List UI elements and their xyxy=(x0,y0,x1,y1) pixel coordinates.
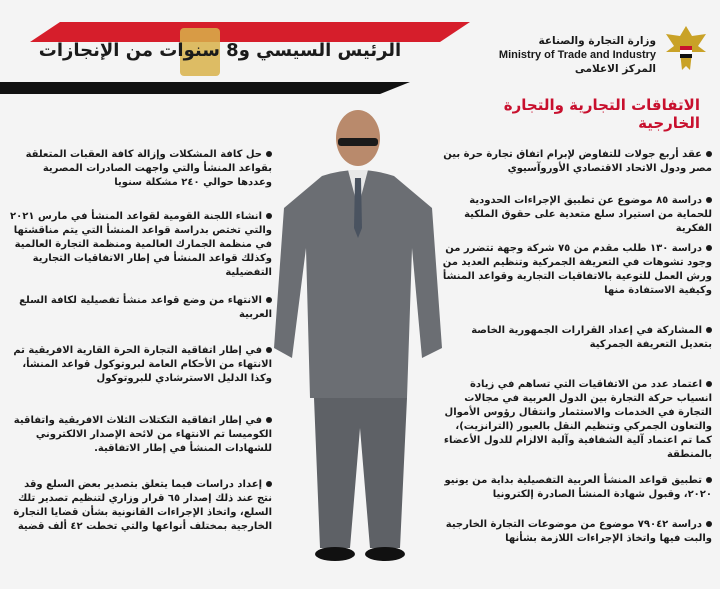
bullet-dot-icon xyxy=(706,381,712,387)
left-item-text: انشاء اللجنة القومية لقواعد المنشأ في مارس ٢٠٢١ والتي تختص بدراسة قواعد المنشأ التي يتم مناقشتها في منظمة الجمارك العالمية ومنظمة التجارة العالمية وكذلك قواعد المنشأ في إطار الاتفاقيات التجارية التفضيلية xyxy=(10,211,272,278)
eagle-emblem-icon xyxy=(662,22,710,74)
bullet-dot-icon xyxy=(266,297,272,303)
bullet-dot-icon xyxy=(266,481,272,487)
right-item xyxy=(440,324,712,352)
left-item xyxy=(10,210,272,280)
right-item xyxy=(440,242,712,298)
bullet-dot-icon xyxy=(266,417,272,423)
president-figure xyxy=(262,98,462,568)
left-item xyxy=(10,478,272,534)
left-item xyxy=(10,148,272,190)
ministry-name-en: Ministry of Trade and Industry xyxy=(498,49,656,61)
left-item-text: حل كافة المشكلات وإزالة كافة العقبات المتعلقة بقواعد المنشأ والتي واجهت الصادرات المصرية وعددها حوالي ٢٤٠ مشكلة سنويا xyxy=(25,149,272,188)
left-item xyxy=(10,414,272,456)
right-item-text: تطبيق قواعد المنشأ العربية التفصيلية بداية من يونيو ٢٠٢٠، وقبول شهادة المنشأ الصادرة إلكترونيا xyxy=(444,475,712,500)
media-center-label: المركز الاعلامى xyxy=(574,63,656,75)
ministry-block xyxy=(486,34,656,76)
right-item xyxy=(440,378,712,462)
right-item-text: دراسة ٧٩٠٤٢ موضوع من موضوعات التجارة الخارجية والبت فيها واتخاذ الإجراءات اللازمة بشأنها xyxy=(445,519,712,544)
right-item xyxy=(440,148,712,176)
bullet-dot-icon xyxy=(706,151,712,157)
bullet-dot-icon xyxy=(266,213,272,219)
left-item xyxy=(10,344,272,386)
left-item-text: الانتهاء من وضع قواعد منشأ تفصيلية لكافة السلع العربية xyxy=(19,295,272,320)
section-title: الاتفاقات التجارية والتجارة الخارجية xyxy=(503,96,700,132)
bullet-dot-icon xyxy=(266,347,272,353)
left-item-text: في إطار اتفاقية التجارة الحرة القارية الافريقية تم الانتهاء من الأحكام العامة لبروتوكول قواعد المنشأ، وكذا الدليل الاسترشادي للبروتوكول xyxy=(13,345,272,384)
right-item-text: دراسة ٨٥ موضوع عن تطبيق الإجراءات الحدودية للحماية من استيراد سلع متعدية على حقوق الملكية الفكرية xyxy=(464,195,712,234)
bullet-dot-icon xyxy=(706,245,712,251)
bullet-dot-icon xyxy=(706,521,712,527)
right-item-text: اعتماد عدد من الاتفاقيات التي تساهم في زيادة انسياب حركة التجارة بين الدول العربية في مجالات التجارة في الخدمات والاستثمار وانتقال رؤوس الأموال والتعاون الجمركي وتنظيم النقل بالعبور (الترانزيت)، كما تم اعتماد آلية الشفافية وآلية الالزام للدول الأعضاء بالمنطقة xyxy=(443,379,712,460)
left-item-text: إعداد دراسات فيما يتعلق بتصدير بعض السلع وقد نتج عند ذلك إصدار ٦٥ قرار وزاري لتنظيم تصدير تلك السلع، واتخاذ الإجراءات القانونية بشأن قضايا التجارة الخارجية بمختلف أنواعها والتي تخطت ٤٢ ألف قضية xyxy=(13,479,272,532)
bullet-dot-icon xyxy=(266,151,272,157)
right-item-text: المشاركة في إعداد القرارات الجمهورية الخاصة بتعديل التعريفة الجمركية xyxy=(471,325,712,350)
right-item xyxy=(440,518,712,546)
left-item-text: في إطار اتفاقية التكتلات الثلاث الافريقية واتفاقية الكوميسا تم الانتهاء من لائحة الإصدار الالكتروني للشهادات المنشأ في إطار الاتفاقية. xyxy=(13,415,272,454)
right-item-text: عقد أربع جولات للتفاوض لإبرام اتفاق تجارة حرة بين مصر ودول الاتحاد الاقتصادي الأوروآسيوي xyxy=(443,149,712,174)
right-item xyxy=(440,474,712,502)
ministry-name-ar: وزارة التجارة والصناعة xyxy=(538,35,656,47)
right-item xyxy=(440,194,712,236)
bullet-dot-icon xyxy=(706,327,712,333)
bullet-dot-icon xyxy=(706,477,712,483)
bullet-dot-icon xyxy=(706,197,712,203)
banner-title: الرئيس السيسي و8 سنوات من الإنجازات xyxy=(38,40,402,61)
left-item xyxy=(10,294,272,322)
right-item-text: دراسة ١٣٠ طلب مقدم من ٧٥ شركة وجهة تتضرر من وجود تشوهات في التعريفة الجمركية وتنظيم العديد من ورش العمل للتوعية بالاتفاقيات التجارية وقواعد المنشأ وكيفية الاستفادة منها xyxy=(442,243,712,296)
